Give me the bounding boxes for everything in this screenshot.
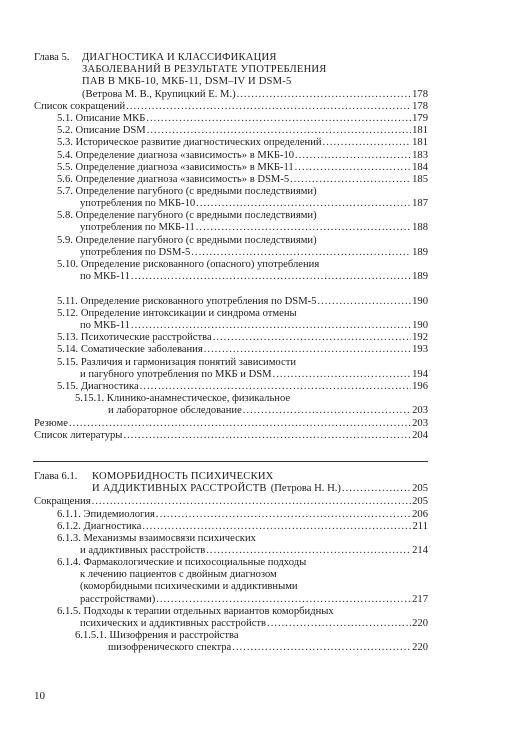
toc-entry-page: 190	[412, 319, 428, 331]
toc-entry-title: Список литературы	[34, 429, 123, 441]
chapter-5-page: 178	[412, 88, 428, 100]
chapter-6-title-line-1: КОМОРБИДНОСТЬ ПСИХИЧЕСКИХ	[92, 471, 274, 482]
toc-entry-title: и лабораторное обследование	[108, 405, 242, 417]
toc-entry-page: 183	[412, 149, 428, 161]
toc-entry-title: психических и аддиктивных расстройств	[80, 617, 267, 629]
toc-entry-line	[57, 509, 428, 521]
toc-entry-line	[57, 606, 334, 618]
toc-entry-title: 6.1.1. Эпидемиология	[57, 508, 155, 520]
toc-entry-title: 5.9. Определение пагубного (с вредными последствиями)	[57, 234, 317, 246]
toc-entry-title: 5.7. Определение пагубного (с вредными последствиями)	[57, 186, 317, 197]
chapter-5-authors: (Ветрова М. В., Крупицкий Е. М.)	[82, 88, 236, 100]
toc-entry-line	[34, 418, 428, 430]
toc-entry-line	[57, 174, 428, 186]
dot-leader	[92, 496, 412, 508]
dot-leader	[142, 521, 411, 533]
toc-entry-title: 5.1. Описание МКБ	[57, 113, 146, 124]
toc-entry-line	[80, 320, 428, 332]
toc-entry-line	[57, 137, 428, 149]
dot-leader	[196, 198, 411, 210]
toc-entry-line	[80, 581, 298, 593]
chapter-5-title-line-2: ЗАБОЛЕВАНИЙ В РЕЗУЛЬТАТЕ УПОТРЕБЛЕНИЯ	[82, 64, 327, 76]
toc-entry-title: 5.4. Определение диагноза «зависимость» в МКБ-10	[57, 149, 295, 161]
toc-entry-line	[57, 533, 256, 545]
dot-leader	[295, 150, 411, 162]
toc-entry-line	[80, 222, 428, 234]
toc-entry-page: 211	[412, 520, 428, 532]
dot-leader	[69, 418, 411, 430]
toc-entry-page: 181	[412, 125, 428, 136]
toc-entry-page: 194	[412, 368, 428, 380]
toc-entry-line	[57, 381, 428, 393]
toc-entry-line	[57, 332, 428, 344]
toc-entry-title: 5.5. Определение диагноза «зависимость» в МКБ-11	[57, 161, 294, 173]
dot-leader	[317, 296, 411, 308]
toc-entry-page: 184	[412, 161, 428, 173]
dot-leader	[206, 545, 411, 557]
toc-entry-page: 188	[412, 222, 428, 234]
toc-entry-title: 6.1.5.1. Шизофрения и расстройства	[75, 630, 239, 641]
chapter-5-title-line-1: ДИАГНОСТИКА И КЛАССИФИКАЦИЯ	[82, 52, 277, 63]
page-number: 10	[34, 690, 45, 702]
toc-entry-page: 203	[412, 405, 428, 417]
toc-entry-title: шизофренического спектра	[108, 642, 232, 654]
dot-leader	[323, 137, 412, 149]
toc-entry-title: 6.1.3. Механизмы взаимосвязи психических	[57, 532, 256, 544]
toc-entry-page: 189	[412, 271, 428, 283]
toc-entry-line	[108, 405, 428, 417]
toc-entry-title: Список сокращений	[34, 101, 126, 112]
toc-entry-title: 5.13. Психотические расстройства	[57, 332, 212, 343]
toc-entry-line	[80, 618, 428, 630]
toc-entry-title: 5.6. Определение диагноза «зависимость» в DSM-5	[57, 173, 290, 185]
toc-entry-line	[80, 545, 428, 557]
dot-leader	[131, 271, 411, 283]
chapter-6-page: 205	[412, 483, 428, 495]
toc-entry-page: 178	[412, 101, 428, 112]
toc-entry-page: 220	[412, 617, 428, 629]
dot-leader	[213, 332, 411, 344]
toc-entry-line	[80, 369, 428, 381]
toc-entry-line	[57, 357, 296, 369]
toc-entry-page: 189	[412, 246, 428, 258]
toc-entry-line	[57, 125, 428, 137]
toc-entry-title: 5.10. Определение рискованного (опасного) употребления	[57, 259, 320, 270]
dot-leader	[140, 381, 411, 393]
chapter-6-title-line-2	[92, 483, 428, 495]
toc-entry-line	[57, 308, 297, 320]
toc-entry-page: 187	[412, 198, 428, 210]
toc-entry-page: 192	[412, 332, 428, 343]
chapter-6-prefix: Глава 6.1.	[34, 471, 78, 482]
toc-entry-line	[80, 198, 428, 210]
section-divider	[33, 461, 428, 462]
toc-entry-page: 220	[412, 642, 428, 654]
chapter-5-prefix: Глава 5.	[34, 52, 70, 63]
dot-leader	[123, 430, 411, 442]
toc-entry-line	[57, 186, 317, 198]
toc-entry-line	[80, 271, 428, 283]
toc-entry-line	[57, 259, 319, 271]
toc-entry-page: 217	[412, 593, 428, 605]
toc-entry-page: 196	[412, 381, 428, 392]
toc-entry-title: по МКБ-11	[80, 271, 130, 283]
dot-leader	[146, 113, 411, 125]
toc-entry-line	[57, 557, 306, 569]
toc-entry-page: 205	[412, 496, 428, 507]
toc-entry-page: 206	[412, 508, 428, 520]
toc-entry-page: 203	[412, 417, 428, 429]
toc-entry-title: Сокращения	[34, 496, 91, 507]
dot-leader	[131, 320, 411, 332]
toc-entry-line	[57, 344, 428, 356]
dot-leader	[191, 247, 411, 259]
toc-entry-title: расстройствами)	[80, 593, 156, 605]
toc-entry-page: 204	[412, 429, 428, 441]
toc-entry-page: 193	[412, 344, 428, 355]
toc-entry-line	[34, 101, 428, 113]
toc-entry-line	[80, 594, 428, 606]
dot-leader	[267, 618, 411, 630]
toc-entry-title: 5.2. Описание DSM	[57, 125, 146, 136]
dot-leader	[232, 642, 411, 654]
toc-entry-line	[80, 247, 428, 259]
dot-leader	[204, 344, 411, 356]
toc-entry-title: употребления по МКБ-10	[80, 198, 196, 210]
dot-leader	[147, 125, 411, 137]
toc-entry-line	[80, 569, 277, 581]
dot-leader	[196, 222, 411, 234]
toc-entry-page: 190	[412, 295, 428, 307]
toc-entry-title: 5.8. Определение пагубного (с вредными последствиями)	[57, 210, 317, 221]
chapter-5-title-line-3: ПАВ В МКБ-10, МКБ-11, DSM–IV И DSM-5	[82, 76, 292, 88]
toc-entry-title: 5.11. Определение рискованного употребления по DSM-5	[57, 295, 317, 307]
chapter-6-title-text: И АДДИКТИВНЫХ РАССТРОЙСТВ	[92, 483, 267, 495]
dot-leader	[273, 369, 412, 381]
toc-entry-title: к лечению пациентов с двойным диагнозом	[80, 569, 277, 581]
toc-entry-line	[108, 642, 428, 654]
toc-entry-line	[57, 210, 317, 222]
toc-entry-title: 5.15.1. Клинико-анамнестическое, физикальное	[75, 393, 291, 404]
toc-entry-title: 6.1.5. Подходы к терапии отдельных вариантов коморбидных	[57, 605, 334, 617]
toc-entry-line	[57, 296, 428, 308]
toc-entry-line	[57, 162, 428, 174]
dot-leader	[243, 405, 411, 417]
toc-entry-line	[57, 235, 317, 247]
toc-entry-title: употребления по МКБ-11	[80, 222, 195, 234]
dot-leader	[156, 509, 411, 521]
toc-entry-line	[57, 521, 428, 533]
toc-entry-line	[57, 150, 428, 162]
toc-entry-line	[75, 630, 239, 642]
toc-entry-title: Резюме	[34, 417, 68, 429]
toc-entry-line	[57, 113, 428, 125]
toc-entry-title: употребления по DSM-5	[80, 246, 191, 258]
dot-leader	[126, 101, 411, 113]
toc-entry-title: 5.12. Определение интоксикации и синдрома отмены	[57, 307, 297, 319]
toc-entry-title: по МКБ-11	[80, 319, 130, 331]
toc-entry-page: 185	[412, 173, 428, 185]
toc-entry-line	[34, 430, 428, 442]
toc-entry-title: 6.1.4. Фармакологические и психосоциальные подходы	[57, 557, 307, 568]
dot-leader	[342, 483, 411, 495]
toc-entry-page: 214	[412, 544, 428, 556]
dot-leader	[290, 174, 411, 186]
toc-entry-line	[75, 393, 290, 405]
toc-entry-title: и пагубного употребления по МКБ и DSM	[80, 368, 272, 380]
toc-entry-line	[34, 496, 428, 508]
toc-entry-title: 6.1.2. Диагностика	[57, 520, 142, 532]
chapter-6-authors: (Петрова Н. Н.)	[270, 483, 341, 495]
toc-entry-title: 5.14. Соматические заболевания	[57, 344, 203, 355]
dot-leader	[295, 162, 411, 174]
toc-entry-page: 181	[412, 137, 428, 148]
chapter-5-authors-line	[82, 89, 428, 101]
dot-leader	[156, 594, 411, 606]
toc-entry-page: 179	[412, 113, 428, 124]
toc-entry-title: 5.15. Диагностика	[57, 381, 139, 392]
toc-entry-title: (коморбидными психическими и аддиктивными	[80, 581, 298, 593]
toc-entry-title: и аддиктивных расстройств	[80, 544, 206, 556]
toc-entry-title: 5.15. Различия и гармонизация понятий зависимости	[57, 356, 296, 368]
toc-entry-title: 5.3. Историческое развитие диагностических определений	[57, 137, 322, 148]
dot-leader	[237, 89, 411, 101]
